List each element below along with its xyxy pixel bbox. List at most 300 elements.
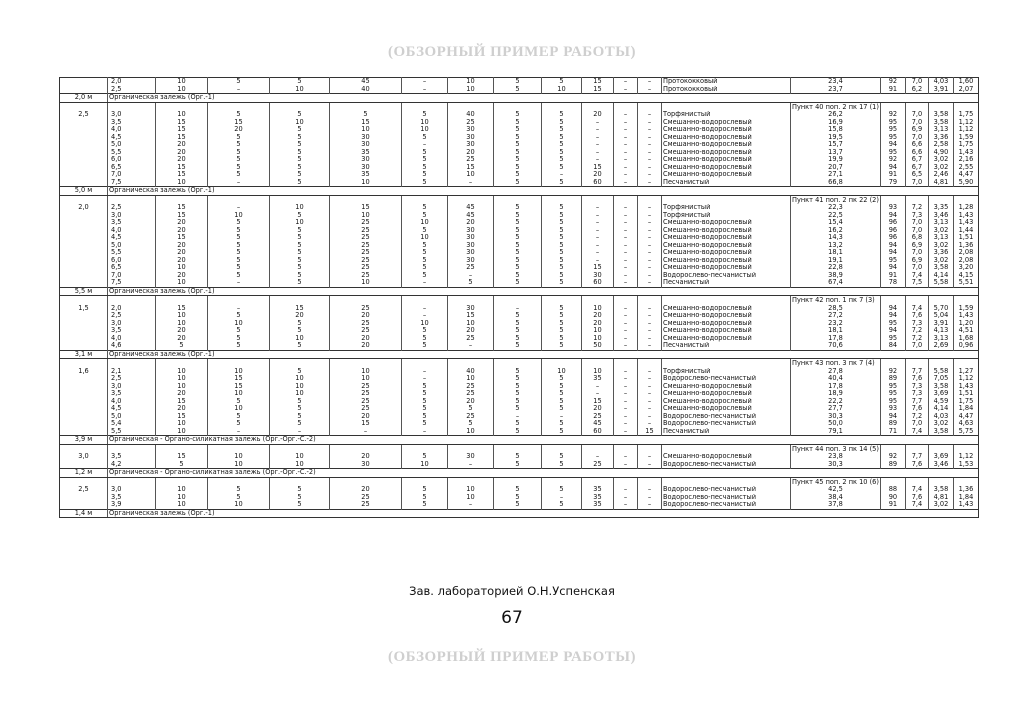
value-cell: 5: [542, 141, 582, 149]
value-cell: 5: [270, 234, 330, 242]
value-cell: 25: [582, 413, 614, 421]
value-cell: 10: [402, 126, 448, 134]
value-cell: –: [638, 327, 662, 335]
value-cell: 5: [208, 164, 270, 172]
value-cell: 40: [448, 368, 494, 376]
value-cell: 15: [582, 86, 614, 94]
deposit-caption-row: [60, 436, 979, 445]
value-cell: 5: [208, 494, 270, 502]
value-cell: –: [638, 111, 662, 119]
value-cell: 5: [208, 156, 270, 164]
value-cell: 10: [156, 420, 208, 428]
value-cell: –: [614, 134, 638, 142]
value-cell: 5: [494, 86, 542, 94]
table-row: [60, 141, 979, 149]
value-cell: 16,9: [791, 119, 881, 127]
value-cell: –: [208, 179, 270, 187]
sediment-type-cell: Смешанно-водорослевый: [662, 327, 791, 335]
value-cell: 20: [156, 257, 208, 265]
value-cell: 25: [448, 264, 494, 272]
value-cell: –: [208, 428, 270, 436]
empty-cell: [208, 444, 270, 453]
value-cell: 5: [208, 134, 270, 142]
empty-cell: [638, 359, 662, 368]
value-cell: 10: [156, 111, 208, 119]
value-cell: 5: [494, 272, 542, 280]
value-cell: –: [638, 279, 662, 287]
point-title: Пункт 40 поп. 2 пк 17 (1): [792, 102, 879, 111]
value-cell: 10: [330, 279, 402, 287]
value-cell: 2,5: [108, 86, 156, 94]
table-row: [60, 501, 979, 509]
value-cell: 10: [208, 461, 270, 469]
empty-cell: [542, 195, 582, 204]
value-cell: 7,0: [108, 171, 156, 179]
sediment-type-cell: Смешанно-водорослевый: [662, 405, 791, 413]
empty-cell: [614, 444, 638, 453]
empty-cell: [60, 461, 108, 469]
value-cell: 20: [330, 453, 402, 461]
table-row: [60, 111, 979, 119]
value-cell: 6,6: [905, 141, 928, 149]
value-cell: 6,5: [108, 264, 156, 272]
value-cell: 5: [270, 264, 330, 272]
value-cell: –: [638, 413, 662, 421]
value-cell: 23,2: [791, 320, 881, 328]
sediment-type-cell: Смешанно-водорослевый: [662, 264, 791, 272]
value-cell: –: [638, 398, 662, 406]
value-cell: 5: [208, 486, 270, 494]
empty-cell: [880, 359, 905, 368]
empty-cell: [928, 477, 953, 486]
empty-cell: [638, 195, 662, 204]
value-cell: –: [638, 249, 662, 257]
value-cell: 15: [156, 305, 208, 313]
value-cell: 30: [448, 305, 494, 313]
value-cell: 5: [208, 264, 270, 272]
value-cell: 5: [542, 257, 582, 265]
value-cell: 20: [582, 111, 614, 119]
value-cell: 20: [582, 171, 614, 179]
empty-cell: [880, 296, 905, 305]
value-cell: –: [614, 398, 638, 406]
value-cell: 50,0: [791, 420, 881, 428]
value-cell: 17,8: [791, 383, 881, 391]
value-cell: –: [614, 486, 638, 494]
empty-cell: [953, 444, 978, 453]
value-cell: –: [614, 375, 638, 383]
value-cell: 35: [582, 494, 614, 502]
value-cell: 94: [880, 212, 905, 220]
value-cell: 7,7: [905, 453, 928, 461]
sediment-type-cell: Смешанно-водорослевый: [662, 242, 791, 250]
value-cell: 5: [402, 242, 448, 250]
table-row: [60, 461, 979, 469]
sediment-type-cell: Смешанно-водорослевый: [662, 305, 791, 313]
value-cell: 5: [208, 413, 270, 421]
value-cell: 5: [270, 156, 330, 164]
value-cell: –: [402, 375, 448, 383]
value-cell: 92: [880, 156, 905, 164]
value-cell: –: [448, 179, 494, 187]
empty-cell: [638, 477, 662, 486]
value-cell: 5: [208, 249, 270, 257]
value-cell: 7,4: [905, 272, 928, 280]
value-cell: 5: [270, 272, 330, 280]
deposit-caption-row: [60, 509, 979, 518]
value-cell: –: [582, 141, 614, 149]
empty-cell: [614, 102, 638, 111]
point-title: Пункт 43 поп. 3 пк 7 (4): [791, 359, 881, 368]
value-cell: 5: [270, 257, 330, 265]
table-row: [60, 119, 979, 127]
sediment-type-cell: Смешанно-водорослевый: [662, 398, 791, 406]
value-cell: –: [614, 78, 638, 86]
value-cell: 15: [582, 264, 614, 272]
value-cell: 20,7: [791, 164, 881, 172]
value-cell: –: [614, 501, 638, 509]
value-cell: 4,6: [108, 342, 156, 350]
empty-cell: [60, 342, 108, 350]
table-row: [60, 342, 979, 350]
value-cell: 5: [542, 219, 582, 227]
empty-cell: [880, 477, 905, 486]
value-cell: 6,7: [905, 156, 928, 164]
value-cell: 5: [494, 134, 542, 142]
value-cell: 10: [582, 335, 614, 343]
value-cell: 40: [448, 111, 494, 119]
sediment-type-cell: Смешанно-водорослевый: [662, 134, 791, 142]
value-cell: 6,2: [905, 86, 928, 94]
empty-cell: [60, 375, 108, 383]
value-cell: 5: [494, 149, 542, 157]
empty-cell: [60, 501, 108, 509]
value-cell: 20: [156, 141, 208, 149]
sediment-type-cell: Водорослево-песчанистый: [662, 413, 791, 421]
empty-cell: [953, 359, 978, 368]
value-cell: –: [638, 119, 662, 127]
value-cell: 5: [494, 171, 542, 179]
table-row: [60, 413, 979, 421]
value-cell: 5: [270, 126, 330, 134]
value-cell: –: [582, 257, 614, 265]
value-cell: 5: [208, 342, 270, 350]
value-cell: 7,4: [905, 501, 928, 509]
value-cell: 6,9: [905, 242, 928, 250]
value-cell: 79,1: [791, 428, 881, 436]
value-cell: 5: [542, 149, 582, 157]
value-cell: 15: [448, 164, 494, 172]
value-cell: –: [448, 342, 494, 350]
value-cell: 5: [494, 219, 542, 227]
value-cell: –: [638, 212, 662, 220]
value-cell: 15: [156, 398, 208, 406]
empty-cell: [662, 102, 791, 111]
value-cell: 5: [448, 279, 494, 287]
value-cell: 40: [330, 86, 402, 94]
empty-cell: [953, 195, 978, 204]
value-cell: 15: [270, 305, 330, 313]
value-cell: 5: [494, 320, 542, 328]
value-cell: –: [638, 126, 662, 134]
empty-cell: [905, 477, 928, 486]
value-cell: –: [582, 119, 614, 127]
value-cell: 91: [880, 86, 905, 94]
value-cell: –: [582, 453, 614, 461]
value-cell: 7,0: [905, 179, 928, 187]
empty-cell: [928, 102, 953, 111]
value-cell: 30: [330, 134, 402, 142]
point-title-row: [60, 359, 979, 368]
empty-cell: [953, 102, 978, 111]
empty-cell: [108, 102, 156, 111]
value-cell: 5,0: [108, 242, 156, 250]
value-cell: 91: [880, 171, 905, 179]
value-cell: –: [638, 305, 662, 313]
value-cell: –: [614, 405, 638, 413]
empty-cell: [905, 359, 928, 368]
empty-cell: [60, 156, 108, 164]
value-cell: –: [614, 327, 638, 335]
empty-cell: [953, 477, 978, 486]
value-cell: –: [638, 320, 662, 328]
empty-cell: [448, 477, 494, 486]
value-cell: 7,7: [905, 398, 928, 406]
value-cell: 25: [330, 227, 402, 235]
value-cell: 5: [402, 272, 448, 280]
value-cell: 4,59: [928, 398, 953, 406]
table-row: [60, 204, 979, 212]
value-cell: –: [208, 86, 270, 94]
value-cell: –: [208, 279, 270, 287]
value-cell: 25: [448, 383, 494, 391]
value-cell: 1,43: [953, 383, 978, 391]
value-cell: 5: [494, 264, 542, 272]
value-cell: 3,13: [928, 234, 953, 242]
table-row: [60, 156, 979, 164]
value-cell: 25: [448, 390, 494, 398]
value-cell: 5: [494, 398, 542, 406]
value-cell: 15: [208, 119, 270, 127]
empty-cell: [270, 102, 330, 111]
table-row: [60, 134, 979, 142]
value-cell: 25: [330, 234, 402, 242]
value-cell: –: [614, 149, 638, 157]
empty-cell: [542, 359, 582, 368]
water-level-cell: 1,5: [78, 304, 89, 312]
value-cell: 20: [448, 398, 494, 406]
value-cell: 5: [270, 249, 330, 257]
value-cell: –: [638, 234, 662, 242]
value-cell: 30: [330, 164, 402, 172]
value-cell: 5: [542, 264, 582, 272]
sediment-type-cell: Водорослево-песчанистый: [662, 272, 791, 280]
value-cell: –: [614, 156, 638, 164]
value-cell: 10: [156, 279, 208, 287]
value-cell: 5: [542, 126, 582, 134]
value-cell: 4,0: [108, 227, 156, 235]
value-cell: 10: [270, 461, 330, 469]
table-row: [60, 327, 979, 335]
value-cell: 5: [542, 453, 582, 461]
empty-cell: [156, 195, 208, 204]
value-cell: 14,3: [791, 234, 881, 242]
value-cell: 15: [156, 164, 208, 172]
deposit-description: Органическая - Органо-силикатная залежь (Орг.-Орг.-С.-2): [108, 436, 979, 445]
value-cell: 5: [270, 171, 330, 179]
value-cell: 5: [448, 405, 494, 413]
empty-cell: [60, 264, 108, 272]
value-cell: 1,36: [953, 242, 978, 250]
table-row: [60, 486, 979, 494]
value-cell: 95: [880, 119, 905, 127]
sediment-type-cell: Торфянистый: [662, 368, 791, 376]
value-cell: 5: [402, 149, 448, 157]
value-cell: 30: [330, 156, 402, 164]
sediment-type-cell: Торфянистый: [662, 212, 791, 220]
value-cell: 2,5: [108, 204, 156, 212]
value-cell: 5: [494, 327, 542, 335]
value-cell: 5: [270, 279, 330, 287]
value-cell: 10: [156, 375, 208, 383]
empty-cell: [662, 195, 791, 204]
value-cell: –: [448, 461, 494, 469]
value-cell: 5: [542, 134, 582, 142]
empty-cell: [330, 477, 402, 486]
empty-cell: [542, 477, 582, 486]
empty-cell: [953, 296, 978, 305]
value-cell: –: [582, 242, 614, 250]
value-cell: 89: [880, 420, 905, 428]
value-cell: 20: [330, 312, 402, 320]
value-cell: 2,5: [108, 375, 156, 383]
value-cell: 25: [330, 398, 402, 406]
value-cell: 2,0: [108, 305, 156, 313]
value-cell: 20: [330, 335, 402, 343]
value-cell: 5: [494, 428, 542, 436]
value-cell: 10: [402, 234, 448, 242]
deposit-description: Органическая залежь (Орг.-1): [108, 287, 979, 296]
value-cell: 15: [582, 78, 614, 86]
value-cell: 5: [542, 420, 582, 428]
value-cell: 95: [880, 126, 905, 134]
value-cell: 5: [402, 453, 448, 461]
value-cell: 22,8: [791, 264, 881, 272]
value-cell: 5,5: [108, 149, 156, 157]
water-level-cell: 2,0: [78, 204, 89, 211]
empty-cell: [60, 164, 108, 172]
sediment-type-cell: Водорослево-песчанистый: [662, 486, 791, 494]
value-cell: 10: [208, 501, 270, 509]
value-cell: 38,9: [791, 272, 881, 280]
value-cell: 3,58: [928, 119, 953, 127]
deposit-depth: 5,0 м: [60, 187, 108, 196]
sediment-type-cell: Смешанно-водорослевый: [662, 453, 791, 461]
value-cell: 7,2: [905, 413, 928, 421]
value-cell: 19,1: [791, 257, 881, 265]
value-cell: 5: [542, 390, 582, 398]
value-cell: 42,5: [791, 486, 881, 494]
value-cell: –: [638, 86, 662, 94]
value-cell: –: [402, 78, 448, 86]
value-cell: 20: [156, 227, 208, 235]
value-cell: 3,58: [928, 486, 953, 494]
value-cell: –: [638, 335, 662, 343]
value-cell: 20: [270, 312, 330, 320]
empty-cell: [60, 171, 108, 179]
value-cell: 1,75: [953, 398, 978, 406]
value-cell: 5: [402, 156, 448, 164]
value-cell: –: [638, 272, 662, 280]
value-cell: 84: [880, 342, 905, 350]
value-cell: 3,5: [108, 494, 156, 502]
value-cell: 5: [270, 320, 330, 328]
value-cell: 5: [542, 405, 582, 413]
value-cell: –: [638, 264, 662, 272]
empty-cell: [448, 296, 494, 305]
value-cell: 5: [402, 390, 448, 398]
value-cell: 20: [448, 327, 494, 335]
value-cell: 3,58: [928, 428, 953, 436]
value-cell: 2,5: [108, 312, 156, 320]
value-cell: –: [614, 164, 638, 172]
value-cell: –: [638, 78, 662, 86]
value-cell: 20: [448, 219, 494, 227]
value-cell: 27,1: [791, 171, 881, 179]
value-cell: 5: [494, 335, 542, 343]
value-cell: 95: [880, 398, 905, 406]
value-cell: –: [614, 126, 638, 134]
value-cell: 25: [582, 461, 614, 469]
value-cell: 25: [448, 413, 494, 421]
value-cell: 3,0: [108, 383, 156, 391]
sediment-type-cell: Смешанно-водорослевый: [662, 249, 791, 257]
table-row: [60, 179, 979, 187]
value-cell: 30,3: [791, 413, 881, 421]
value-cell: –: [614, 234, 638, 242]
value-cell: 15: [448, 312, 494, 320]
sediment-type-cell: Смешанно-водорослевый: [662, 119, 791, 127]
water-level-cell: 1,6: [78, 367, 89, 375]
value-cell: 4,5: [108, 405, 156, 413]
value-cell: 7,4: [905, 486, 928, 494]
watermark-bottom: (ОБЗОРНЫЙ ПРИМЕР РАБОТЫ): [387, 649, 636, 665]
value-cell: –: [614, 272, 638, 280]
value-cell: 94: [880, 141, 905, 149]
empty-cell: [662, 444, 791, 453]
value-cell: 1,59: [953, 305, 978, 313]
value-cell: 15: [156, 171, 208, 179]
deposit-description: Органическая - Органо-силикатная залежь (Орг.-Орг.-С.-2): [108, 469, 979, 478]
value-cell: –: [638, 242, 662, 250]
value-cell: 5: [270, 78, 330, 86]
value-cell: 4,47: [953, 413, 978, 421]
deposit-description: Органическая залежь (Орг.-1): [108, 187, 979, 196]
value-cell: 7,2: [905, 204, 928, 212]
value-cell: 30: [448, 126, 494, 134]
value-cell: 5: [542, 327, 582, 335]
value-cell: 5: [494, 405, 542, 413]
value-cell: 92: [880, 111, 905, 119]
value-cell: 30: [448, 227, 494, 235]
value-cell: 5: [208, 171, 270, 179]
value-cell: 7,6: [905, 405, 928, 413]
value-cell: –: [582, 204, 614, 212]
value-cell: 5: [402, 327, 448, 335]
value-cell: 5: [494, 249, 542, 257]
value-cell: –: [614, 453, 638, 461]
value-cell: –: [330, 428, 402, 436]
